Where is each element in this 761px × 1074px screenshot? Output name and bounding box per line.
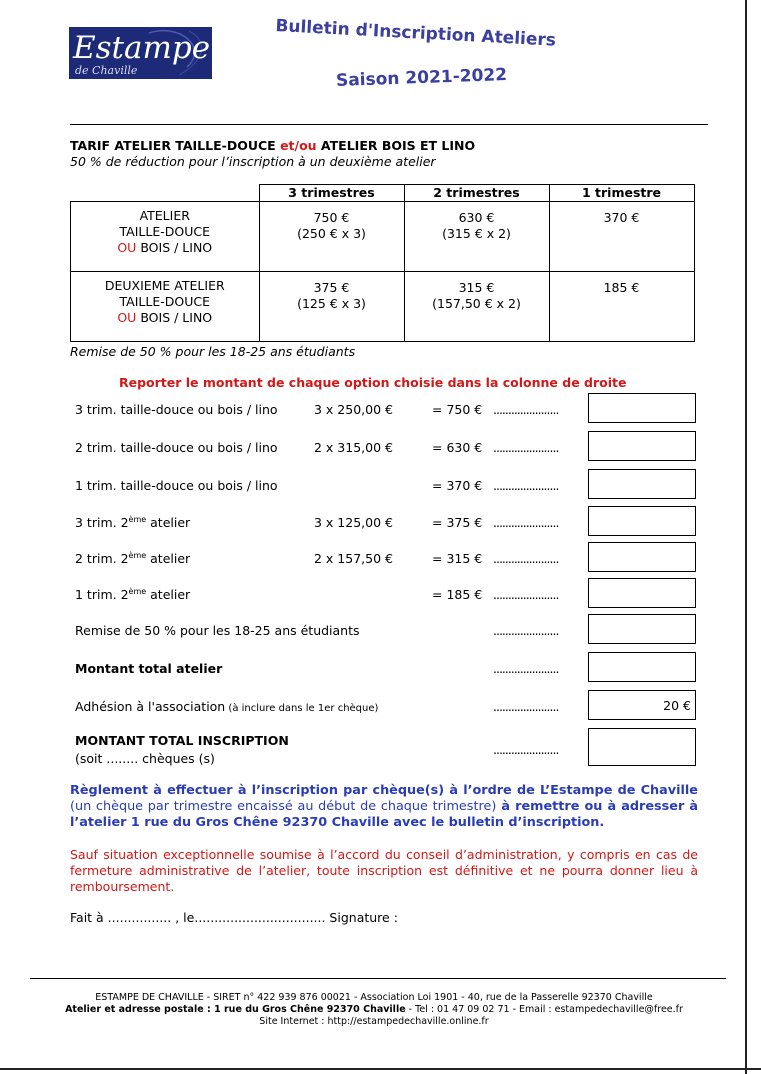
order-line [0,469,761,501]
line-dots: ...................... [493,440,559,455]
line-label-part: atelier [146,551,191,567]
row-label-line: ATELIER [139,208,190,223]
amount-box[interactable] [588,728,696,766]
row-label-or: OU [117,240,137,255]
table-row [71,202,695,272]
payment-text: Règlement à effectuer à l’inscription par chèque(s) à l’ordre de L’Estampe de Chaville [70,783,698,798]
line-dots: ...................... [493,623,559,638]
order-line [0,728,761,768]
tarif-title-part: ATELIER BOIS ET LINO [316,138,476,153]
table-row [71,272,695,342]
line-calc: 2 x 157,50 € [314,551,393,566]
line-dots: ...................... [493,402,559,417]
line-label: Montant total atelier [75,661,223,676]
report-instruction: Reporter le montant de chaque option choisie dans la colonne de droite [119,375,627,390]
cell-price: 370 € [603,210,640,225]
signature-line: Fait à ................ , le................................. Signature : [70,910,398,925]
tarif-title [70,138,475,153]
footer-divider [30,978,726,979]
cell-price: 630 € [458,210,495,225]
amount-box[interactable]: 20 € [588,690,696,720]
line-label: Remise de 50 % pour les 18-25 ans étudiants [75,623,360,638]
line-dots: ...................... [493,478,559,493]
logo-main-text: Estampe [73,30,211,66]
tarif-title-part: TARIF ATELIER TAILLE-DOUCE [70,138,281,153]
table-header-cell: 3 trimestres [259,185,404,202]
amount-box[interactable] [588,578,696,608]
line-label: 1 trim. taille-douce ou bois / lino [75,478,278,493]
footer-line [30,1004,718,1016]
footer-line: Site Internet : http://estampedechaville.online.fr [259,1016,489,1027]
line-label-part: atelier [146,587,191,603]
order-line [0,431,761,463]
row-label-line: TAILLE-DOUCE [119,294,210,309]
table-cell [259,202,404,272]
order-line [0,652,761,684]
order-line [0,506,761,538]
header-divider [70,124,708,125]
line-dots: ...................... [493,551,559,566]
table-cell [404,202,549,272]
line-result: = 185 € [432,587,483,602]
row-label-line [71,240,259,256]
line-label-sup: ème [128,515,147,524]
cell-price: 185 € [603,280,640,295]
table-header-cell: 2 trimestres [404,185,549,202]
cell-detail: (157,50 € x 2) [432,296,521,311]
line-calc: 2 x 315,00 € [314,440,393,455]
line-dots: ...................... [493,515,559,530]
payment-instructions [70,783,698,831]
tarif-subtitle: 50 % de réduction pour l’inscription à un deuxième atelier [70,154,436,169]
amount-box[interactable] [588,431,696,461]
row-label-line: DEUXIEME ATELIER [104,278,225,293]
cell-detail: (125 € x 3) [297,296,366,311]
line-result: = 750 € [432,402,483,417]
line-result: = 315 € [432,551,483,566]
footer-address: Atelier et adresse postale : 1 rue du Gros Chêne 92370 Chaville [65,1004,406,1015]
line-dots: ...................... [493,587,559,602]
line-label-part: atelier [146,515,191,531]
warning-text: Sauf situation exceptionnelle soumise à l’accord du conseil d’administration, y compris en cas de fermeture administrative de l’atelier, toute inscription est définitive et ne pourra donner lieu à remboursement. [70,847,698,894]
line-label: 2 trim. taille-douce ou bois / lino [75,440,278,455]
line-label-sup: ème [128,587,147,596]
line-result: = 630 € [432,440,483,455]
amount-box[interactable] [588,542,696,572]
logo-sub-text: de Chaville [75,64,138,77]
table-header-row [71,185,695,202]
cell-price: 375 € [313,280,350,295]
page-border-bottom [0,1068,761,1070]
order-line [0,614,761,646]
cell-price: 315 € [458,280,495,295]
table-row-label [71,202,260,272]
line-label: 3 trim. taille-douce ou bois / lino [75,402,278,417]
page-title: Bulletin d'Inscription Ateliers [274,16,557,51]
footer [30,992,718,1028]
amount-box[interactable] [588,614,696,644]
row-label-part: BOIS / LINO [136,310,213,325]
order-line [0,393,761,425]
line-label-part: 1 trim. 2 [75,587,129,603]
amount-box[interactable] [588,469,696,499]
order-line [0,542,761,574]
footer-line: ESTAMPE DE CHAVILLE - SIRET n° 422 939 876 00021 - Association Loi 1901 - 40, rue de la Passerelle 92370 Chaville [95,992,653,1003]
line-label-part: 2 trim. 2 [75,551,129,567]
amount-box[interactable] [588,506,696,536]
line-calc: 3 x 125,00 € [314,515,393,530]
payment-text: (un chèque par trimestre encaissé au début de chaque trimestre) [70,799,497,814]
row-label-line [71,310,259,326]
line-calc: 3 x 250,00 € [314,402,393,417]
order-line [0,578,761,610]
order-line [0,690,761,722]
footer-contact: - Tel : 01 47 09 02 71 - Email : estampedechaville@free.fr [405,1004,683,1015]
line-result: = 370 € [432,478,483,493]
tarif-table [70,184,695,342]
table-cell [404,272,549,342]
row-label-or: OU [117,310,137,325]
estampe-logo [69,27,212,79]
line-label-secondary: (soit ........ chèques (s) [75,751,215,766]
line-dots: ...................... [493,661,559,676]
table-row-label [71,272,260,342]
table-header-cell: 1 trimestre [549,185,694,202]
line-label-part: Adhésion à l'association [75,699,226,714]
line-dots: ...................... [493,699,559,714]
cell-detail: (315 € x 2) [442,226,511,241]
cell-price: 750 € [313,210,350,225]
table-cell [549,202,694,272]
row-label-line: TAILLE-DOUCE [119,224,210,239]
line-label-part: 3 trim. 2 [75,515,129,531]
row-label-part: BOIS / LINO [136,240,213,255]
tarif-title-or: et/ou [280,138,317,153]
line-label [75,587,190,602]
amount-box[interactable] [588,652,696,682]
table-cell [259,272,404,342]
line-result: = 375 € [432,515,483,530]
table-cell [549,272,694,342]
line-label [75,551,190,566]
line-label: MONTANT TOTAL INSCRIPTION [75,733,289,748]
line-label-note: (à inclure dans le 1er chèque) [225,703,379,714]
amount-box[interactable] [588,393,696,423]
season-title: Saison 2021-2022 [335,65,508,91]
line-label [75,699,378,714]
line-label [75,515,190,530]
payment-text: à remettre ou à adresser à l’atelier 1 rue du Gros Chêne 92370 Chaville avec le bulletin d’inscription. [70,799,698,830]
remise-note: Remise de 50 % pour les 18-25 ans étudiants [70,344,356,359]
line-dots: ...................... [493,742,559,757]
cell-detail: (250 € x 3) [297,226,366,241]
table-header-blank [71,185,260,202]
line-label-sup: ème [128,551,147,560]
